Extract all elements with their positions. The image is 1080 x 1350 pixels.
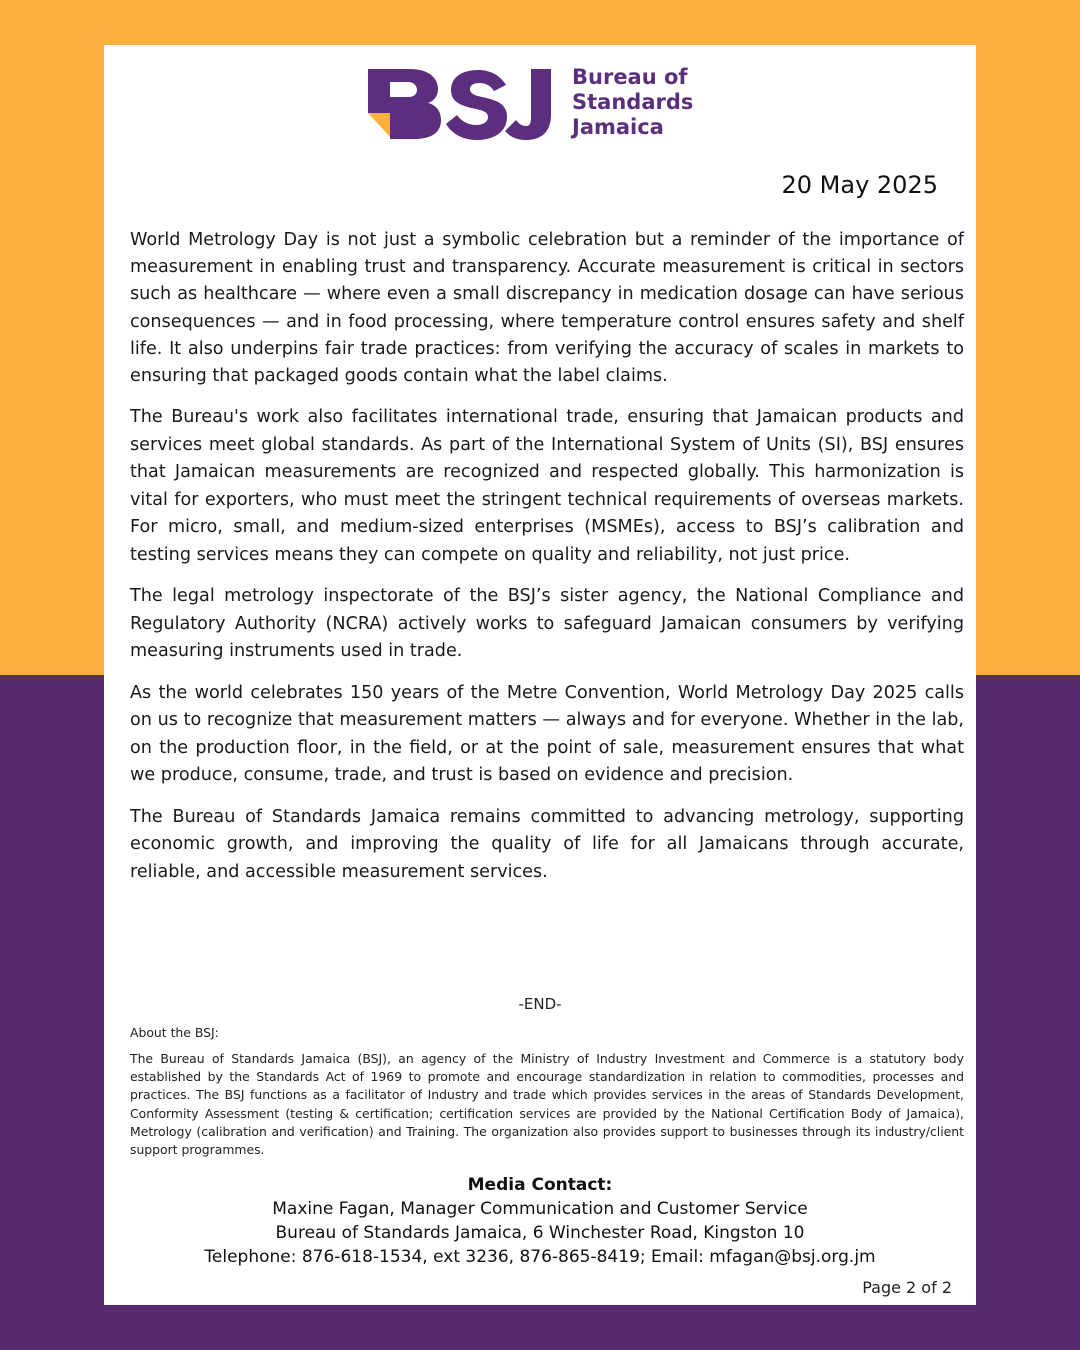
body-paragraph: World Metrology Day is not just a symbolic celebration but a reminder of the importance of measurement in enabling trust and transparency. Accurate measurement is critical in sectors such as healthcare — where even a small discrepancy in medication dosage can have serious consequences — and in food processing, where temperature control ensures safety and shelf life. It also underpins fair trade practices: from verifying the accuracy of scales in markets to ensuring that packaged goods contain what the label claims.: [130, 230, 964, 387]
body-text: [130, 227, 964, 900]
logo-name-line: Standards: [572, 90, 694, 114]
media-contact: [104, 1173, 976, 1269]
body-paragraph: As the world celebrates 150 years of the Metre Convention, World Metrology Day 2025 calls on us to recognize that measurement matters — always and for everyone. Whether in the lab, on the production floor, in the field, or at the point of sale, measurement ensures that what we produce, consume, trade, and trust is based on evidence and precision.: [130, 682, 964, 786]
about-label: About the BSJ:: [130, 1025, 219, 1040]
logo-name-line: Bureau of: [572, 65, 688, 89]
body-paragraph: The legal metrology inspectorate of the BSJ’s sister agency, the National Compliance and Regulatory Authority (NCRA) actively works to safeguard Jamaican consumers by verifying measuring instruments used in trade.: [130, 586, 964, 662]
bsj-logo-mark: [366, 65, 562, 143]
bsj-logo-wordmark: [572, 65, 693, 140]
release-date: 20 May 2025: [781, 171, 938, 199]
media-contact-address: Bureau of Standards Jamaica, 6 Winchester Road, Kingston 10: [275, 1223, 805, 1243]
media-contact-phone-email: Telephone: 876-618-1534, ext 3236, 876-865-8419; Email: mfagan@bsj.org.jm: [204, 1247, 876, 1267]
logo-name-line: Jamaica: [572, 115, 664, 139]
body-paragraph: The Bureau's work also facilitates international trade, ensuring that Jamaican products and services meet global standards. As part of the International System of Units (SI), BSJ ensures that Jamaican measurements are recognized and respected globally. This harmonization is vital for exporters, who must meet the stringent technical requirements of overseas markets. For micro, small, and medium-sized enterprises (MSMEs), access to BSJ’s calibration and testing services means they can compete on quality and reliability, not just price.: [130, 407, 964, 565]
bsj-logo: [366, 65, 696, 143]
document-page: [104, 45, 976, 1305]
about-text: The Bureau of Standards Jamaica (BSJ), an agency of the Ministry of Industry Investment and Commerce is a statutory body established by the Standards Act of 1969 to promote and encourage standardization in relation to commodities, processes and practices. The BSJ functions as a facilitator of Industry and trade which provides services in the areas of Standards Development, Conformity Assessment (testing & certification; certification services are provided by the National Certification Body of Jamaica), Metrology (calibration and verification) and Training. The organization also provides support to businesses through its industry/client support programmes.: [130, 1051, 964, 1158]
body-paragraph: The Bureau of Standards Jamaica remains committed to advancing metrology, supporting economic growth, and improving the quality of life for all Jamaicans through accurate, reliable, and accessible measurement services.: [130, 806, 964, 882]
media-contact-name: Maxine Fagan, Manager Communication and Customer Service: [272, 1199, 808, 1219]
media-contact-heading: Media Contact:: [467, 1175, 613, 1195]
end-marker: -END-: [518, 995, 562, 1013]
page-number: Page 2 of 2: [862, 1278, 952, 1297]
